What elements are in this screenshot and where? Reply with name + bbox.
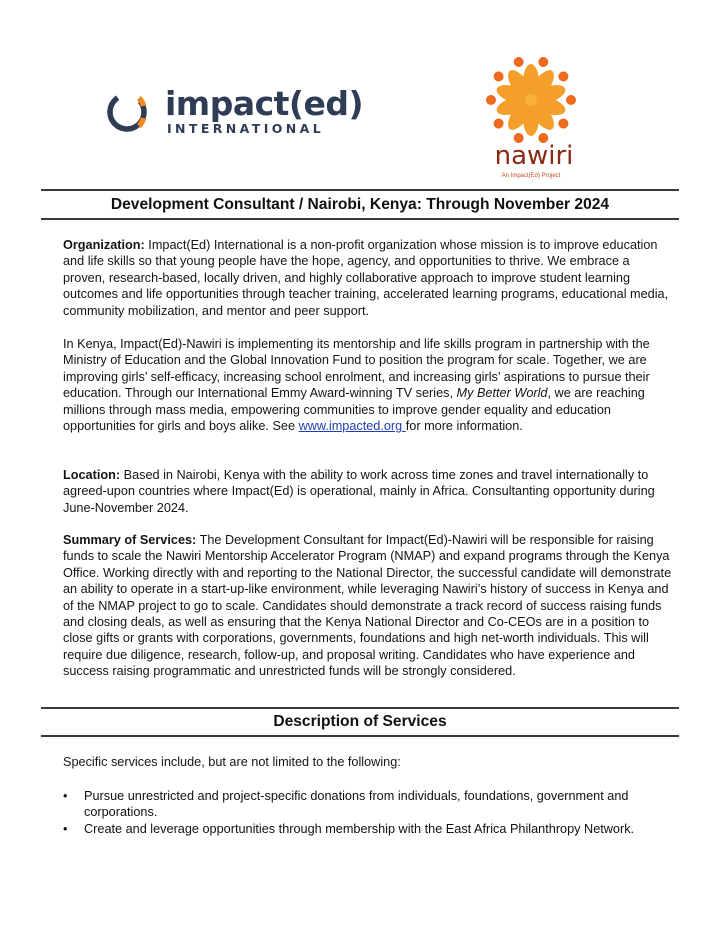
services-intro: Specific services include, but are not limited to the following: [63, 755, 401, 769]
kenya-text-1: In Kenya, Impact(Ed)-Nawiri is implementing its mentorship and life skills program in partnership with the Ministry of Education and the Global Innovation Fund to position the program for scale. Together, we are improving girls’ self-efficacy, increasing school enrolment, and increasing girls’ aspirations to pursue their education. Through our International Emmy Award-winning TV series, [63, 337, 650, 401]
summary-text: The Development Consultant for Impact(Ed)-Nawiri will be responsible for raising funds to scale the Nawiri Mentorship Accelerator Program (NMAP) and expand programs through the Kenya Office. Working directly with and reporting to the National Director, the successful candidate will demonstrate an ability to operate in a start-up-like environment, while leveraging Nawiri’s history of success in Kenya and of the NMAP project to go to scale. Candidates should demonstrate a track record of success raising funds and closing deals, as well as ensuring that the Kenya National Director and Co-CEOs are in a position to close gifts or grants with corporations, governments, foundations and high net-worth individuals. This will require due diligence, research, follow-up, and proposal writing. Candidates who have experience and success raising programmatic and unrestricted funds will be strongly considered. [63, 533, 672, 679]
services-rule-bottom [41, 735, 679, 737]
series-title: My Better World [456, 386, 548, 401]
kenya-text-2: , we are reaching millions through mass media, empowering communities to improve gender equality and education opportunities for girls and boys alike. See [63, 386, 645, 434]
impacted-logo [105, 84, 364, 140]
nawiri-flower-icon [486, 55, 576, 145]
location-text: Based in Nairobi, Kenya with the ability to work across time zones and travel internationally to agreed-upon countries where Impact(Ed) is operational, mainly in Africa. Consultanting opportunity during June-November 2024. [63, 468, 655, 515]
kenya-text-3: for more information. [405, 419, 523, 434]
organization-paragraph [63, 237, 675, 319]
services-title: Description of Services [273, 713, 447, 730]
organization-label: Organization: [63, 238, 145, 252]
impacted-wordmark: impact(ed) [165, 84, 364, 123]
services-rule-top [41, 707, 679, 709]
organization-text: Impact(Ed) International is a non-profit organization whose mission is to improve education and life skills so that young people have the hope, agency, and opportunities to thrive. We embrace a proven, research-based, locally driven, and highly collaborative approach to improve student learning outcomes and life opportunities through teacher training, accelerated learning programs, educational media, community mobilization, and mentor and peer support. [63, 238, 669, 318]
impacted-website-link[interactable]: www.impacted.org [298, 419, 406, 434]
impacted-ring-icon [105, 84, 161, 140]
services-list [63, 788, 683, 837]
kenya-paragraph [63, 336, 675, 434]
nawiri-logo [486, 55, 576, 179]
location-label: Location: [63, 468, 121, 482]
page-title: Development Consultant / Nairobi, Kenya: Through November 2024 [110, 196, 610, 213]
list-item-text: Pursue unrestricted and project-specific donations from individuals, foundations, government and corporations. [84, 789, 629, 820]
location-paragraph [63, 467, 675, 516]
list-item [63, 788, 683, 821]
list-item-text: Create and leverage opportunities through membership with the East Africa Philanthropy Network. [84, 821, 635, 836]
bullet-icon: • [63, 789, 68, 803]
bullet-icon: • [63, 821, 68, 836]
impacted-subtitle: INTERNATIONAL [167, 121, 325, 136]
nawiri-tagline: An Impact(Ed) Project [501, 173, 561, 179]
title-rule-bottom [41, 218, 679, 220]
summary-label: Summary of Services: [63, 533, 197, 547]
summary-paragraph [63, 532, 675, 680]
list-item [63, 821, 683, 837]
nawiri-wordmark: nawiri [494, 141, 574, 171]
title-rule-top [41, 189, 679, 191]
